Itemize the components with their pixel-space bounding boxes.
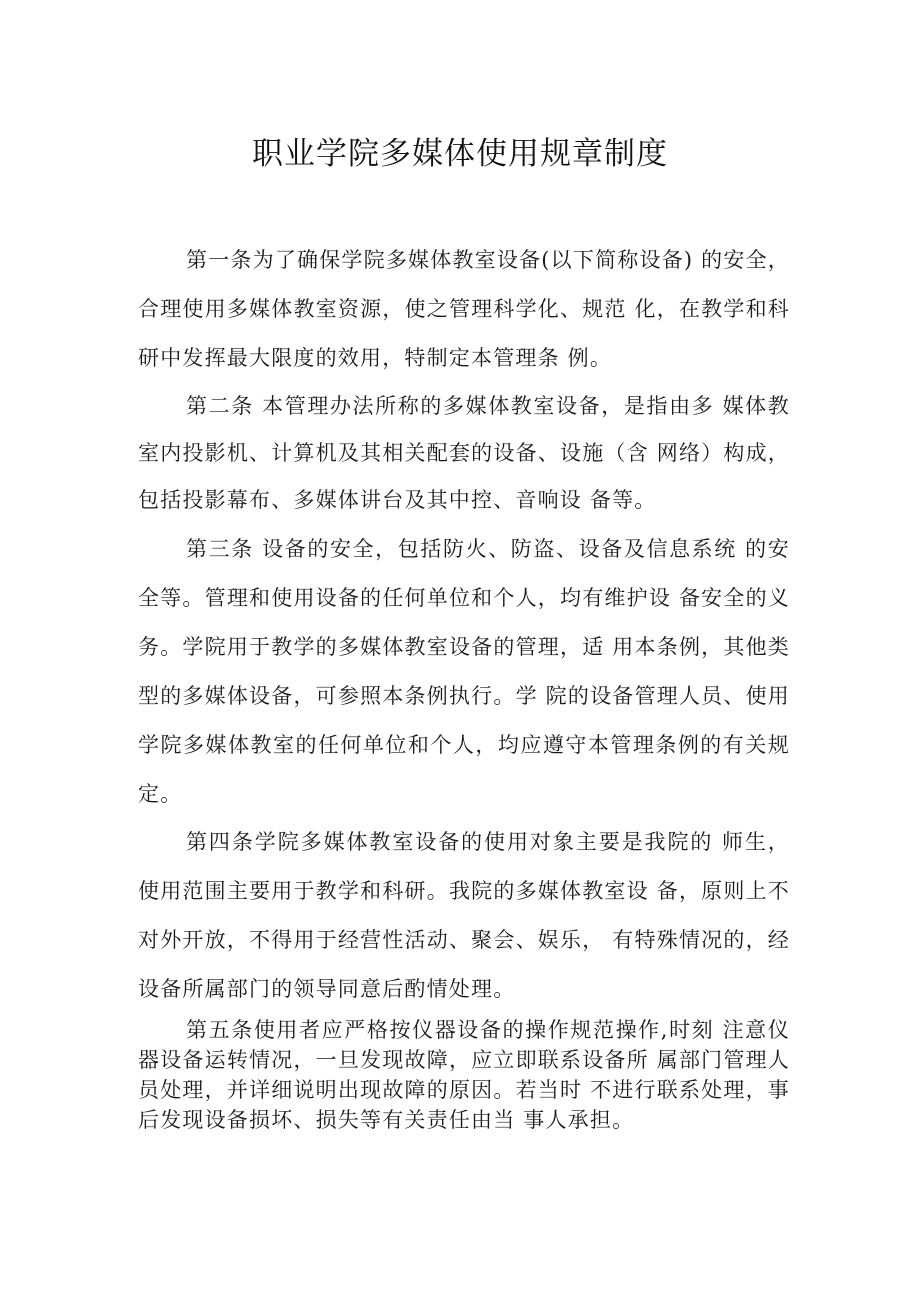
article-3-paragraph: 第三条 设备的安全，包括防火、防盗、设备及信息系统 的安全等。管理和使用设备的任何单位和个人，均有维护设 备安全的义务。学院用于教学的多媒体教室设备的管理，适 用本条例，其他类型的多媒体设备，可参照本条例执行。学 院的设备管理人员、使用学院多媒体教室的任何单位和个人，均应遵守本管理条例的有关规定。: [138, 537, 790, 806]
article-5-paragraph: 第五条使用者应严格按仪器设备的操作规范操作,时刻 注意仪器设备运转情况，一旦发现故障，应立即联系设备所 属部门管理人员处理，并详细说明出现故障的原因。若当时 不进行联系处理，事后发现设备损坏、损失等有关责任由当 事人承担。: [138, 1018, 790, 1132]
article-2-paragraph: 第二条 本管理办法所称的多媒体教室设备，是指由多 媒体教室内投影机、计算机及其相关配套的设备、设施（含 网络）构成，包括投影幕布、多媒体讲台及其中控、音响设 备等。: [138, 394, 790, 512]
document-title: 职业学院多媒体使用规章制度: [252, 136, 668, 172]
article-1-paragraph: 第一条为了确保学院多媒体教室设备(以下简称设备) 的安全，合理使用多媒体教室资源，使之管理科学化、规范 化，在教学和科研中发挥最大限度的效用，特制定本管理条 例。: [138, 248, 790, 370]
article-4-paragraph: 第四条学院多媒体教室设备的使用对象主要是我院的 师生，使用范围主要用于教学和科研。我院的多媒体教室设 备，原则上不对外开放，不得用于经营性活动、聚会、娱乐， 有特殊情况的，经设备所属部门的领导同意后酌情处理。: [138, 830, 790, 1001]
